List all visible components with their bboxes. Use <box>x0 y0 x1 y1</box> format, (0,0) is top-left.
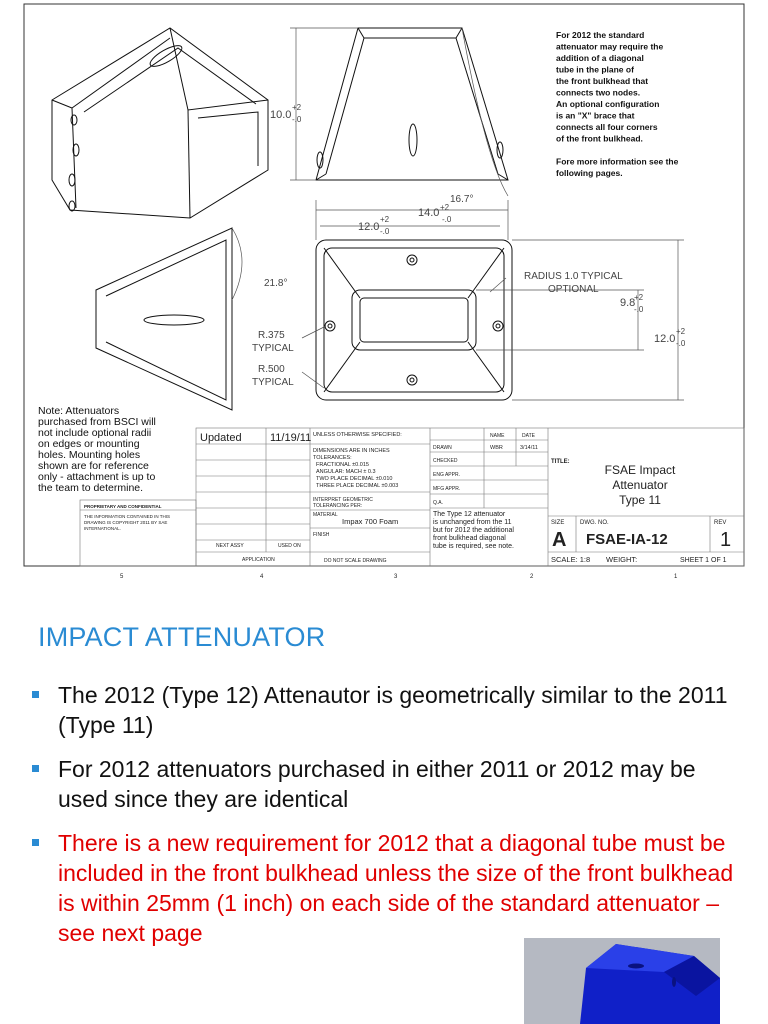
eng-appr-label: ENG APPR. <box>433 472 460 478</box>
zone-number: 1 <box>674 574 678 580</box>
note-line: the team to determine. <box>38 482 144 494</box>
proprietary-text <box>84 514 171 531</box>
dim-tol-minus: -.0 <box>380 227 390 236</box>
note-line: holes. Mounting holes <box>38 449 141 461</box>
dim-tol-minus: -.0 <box>634 305 644 314</box>
dim-tol-minus: -.0 <box>676 339 686 348</box>
radius-optional: OPTIONAL <box>548 284 599 295</box>
zone-number: 4 <box>260 574 264 580</box>
dim-typical: TYPICAL <box>252 343 294 354</box>
comments-text <box>433 511 516 550</box>
bullet-text: There is a new requirement for 2012 that a diagonal tube must be included in the front bulkhead unless the size of the front bulkhead is within 25mm (1 inch) on each side of the standard attenuator – see next page <box>58 830 734 946</box>
mfg-appr-label: MFG APPR. <box>433 486 461 492</box>
sheet: SHEET 1 OF 1 <box>680 557 727 564</box>
dim-width-12: 12.0 <box>358 221 380 233</box>
interpret-line-2: TOLERANCING PER: <box>313 503 363 509</box>
standard-attenuator-note <box>556 30 681 178</box>
plan-view <box>316 240 512 400</box>
note-line: purchased from BSCI will <box>38 416 156 428</box>
note-line: connects two nodes. <box>556 87 641 98</box>
date-column: DATE <box>522 433 535 439</box>
dim-9-8: 9.8 <box>620 297 636 309</box>
isometric-view <box>52 28 268 218</box>
note-line: shown are for reference <box>38 460 149 472</box>
size-value: A <box>552 529 567 551</box>
zone-number: 2 <box>530 574 534 580</box>
radius-note: RADIUS 1.0 TYPICAL <box>524 271 623 282</box>
side-view <box>96 228 232 410</box>
rev-label: REV <box>714 520 727 526</box>
note-line: An optional configuration <box>556 99 660 109</box>
rev-value: 1 <box>720 529 732 551</box>
unless-specified: UNLESS OTHERWISE SPECIFIED: <box>313 432 402 438</box>
note-line: tube in the plane of <box>556 64 634 75</box>
comment-line: tube is required, see note. <box>433 543 514 550</box>
material-label: MATERIAL <box>313 512 338 518</box>
material-value: Impax 700 Foam <box>342 517 399 526</box>
checked-label: CHECKED <box>433 458 458 464</box>
note-line: For 2012 the standard <box>556 30 645 40</box>
bullet-text: The 2012 (Type 12) Attenautor is geometrically similar to the 2011 (Type 11) <box>58 682 728 738</box>
proprietary-line: THE INFORMATION CONTAINED IN THIS <box>84 514 171 519</box>
engineering-drawing <box>20 0 748 590</box>
dim-r375: R.375 <box>258 330 285 341</box>
dwg-number: FSAE-IA-12 <box>586 531 668 548</box>
dim-typical: TYPICAL <box>252 377 294 388</box>
comment-line: but for 2012 the additional <box>433 527 514 534</box>
proprietary-line: DRAWING IS COPYRIGHT 2011 BY SAE <box>84 520 168 525</box>
comment-line: front bulkhead diagonal <box>433 535 506 542</box>
note-line: attenuator may require the <box>556 41 664 52</box>
used-on: USED ON <box>278 543 301 549</box>
tol-fractional: FRACTIONAL ±0.015 <box>316 462 369 468</box>
bullet-text: For 2012 attenuators purchased in either 2011 or 2012 may be used since they are identical <box>58 756 696 812</box>
note-line: of the front bulkhead. <box>556 133 643 144</box>
zone-number: 5 <box>120 574 124 580</box>
note-line: following pages. <box>556 168 623 178</box>
front-view <box>316 28 508 180</box>
dim-tol-plus: +2 <box>634 293 644 302</box>
dwg-no-label: DWG. NO. <box>580 520 609 526</box>
dim-12-0-right: 12.0 <box>654 333 676 345</box>
dims-inches: DIMENSIONS ARE IN INCHES <box>313 448 390 454</box>
note-line: connects all four corners <box>556 122 658 132</box>
dim-tol-plus: +2 <box>380 215 390 224</box>
title-line-1: FSAE Impact <box>604 463 676 477</box>
proprietary-label: PROPRIETARY AND CONFIDENTIAL <box>84 504 162 509</box>
proprietary-line: INTERNATIONAL. <box>84 526 121 531</box>
updated-date: 11/19/11 <box>270 432 312 444</box>
dim-angle-16: 16.7° <box>450 194 474 205</box>
note-line: Note: Attenuators <box>38 405 120 417</box>
application: APPLICATION <box>242 557 275 563</box>
title-label: TITLE: <box>551 459 570 465</box>
dim-tol-minus: -.0 <box>292 115 302 124</box>
finish-label: FINISH <box>313 532 330 538</box>
interpret-line-1: INTERPRET GEOMETRIC <box>313 497 373 503</box>
bullet-list <box>30 680 750 962</box>
attenuator-photo <box>524 938 720 1024</box>
note-line: the front bulkhead that <box>556 76 649 86</box>
bullet-item <box>30 754 750 814</box>
qa-label: Q.A. <box>433 500 444 506</box>
dim-tol-minus: -.0 <box>442 215 452 224</box>
tol-two-place: TWO PLACE DECIMAL ±0.010 <box>316 476 393 482</box>
comment-line: The Type 12 attenuator <box>433 511 506 518</box>
note-line: not include optional radii <box>38 427 152 439</box>
note-line: addition of a diagonal <box>556 53 644 63</box>
comment-line: is unchanged from the 11 <box>433 519 512 526</box>
drawn-date: 3/14/11 <box>520 445 538 451</box>
tol-three-place: THREE PLACE DECIMAL ±0.003 <box>316 483 399 489</box>
dim-r500: R.500 <box>258 364 285 375</box>
next-assy: NEXT ASSY <box>216 543 244 549</box>
note-line: is an "X" brace that <box>556 110 635 121</box>
drawn-label: DRAWN <box>433 445 452 451</box>
zone-numbers <box>120 574 678 580</box>
dim-tol-plus: +2 <box>292 103 302 112</box>
name-column: NAME <box>490 433 505 439</box>
title-line-3: Type 11 <box>619 493 661 507</box>
slide-heading: IMPACT ATTENUATOR <box>38 622 326 652</box>
note-line: only - attachment is up to <box>38 471 156 483</box>
tolerances: TOLERANCES: <box>313 455 352 461</box>
attenuator-radii-note <box>38 405 159 494</box>
bullet-square-icon <box>32 839 39 846</box>
note-line: Fore more information see the <box>556 156 679 167</box>
tol-angular: ANGULAR: MACH ± 0.3 <box>316 469 376 475</box>
bullet-square-icon <box>32 691 39 698</box>
dim-height: 10.0 <box>270 109 292 121</box>
bullet-square-icon <box>32 765 39 772</box>
note-line: on edges or mounting <box>38 438 140 450</box>
bullet-item-requirement <box>30 828 750 948</box>
size-label: SIZE <box>551 520 565 526</box>
zone-number: 3 <box>394 574 398 580</box>
do-not-scale: DO NOT SCALE DRAWING <box>324 558 387 564</box>
title-line-2: Attenuator <box>612 478 668 492</box>
dim-width-14: 14.0 <box>418 207 440 219</box>
dim-tol-plus: +2 <box>676 327 686 336</box>
drawn-name: WBR <box>490 445 503 451</box>
scale: SCALE: 1:8 <box>551 555 591 564</box>
dim-angle-21: 21.8° <box>264 278 288 289</box>
dim-tol-plus: +2 <box>440 203 450 212</box>
title-block <box>84 432 731 564</box>
weight: WEIGHT: <box>606 555 638 564</box>
updated-label: Updated <box>200 432 242 444</box>
bullet-item <box>30 680 750 740</box>
